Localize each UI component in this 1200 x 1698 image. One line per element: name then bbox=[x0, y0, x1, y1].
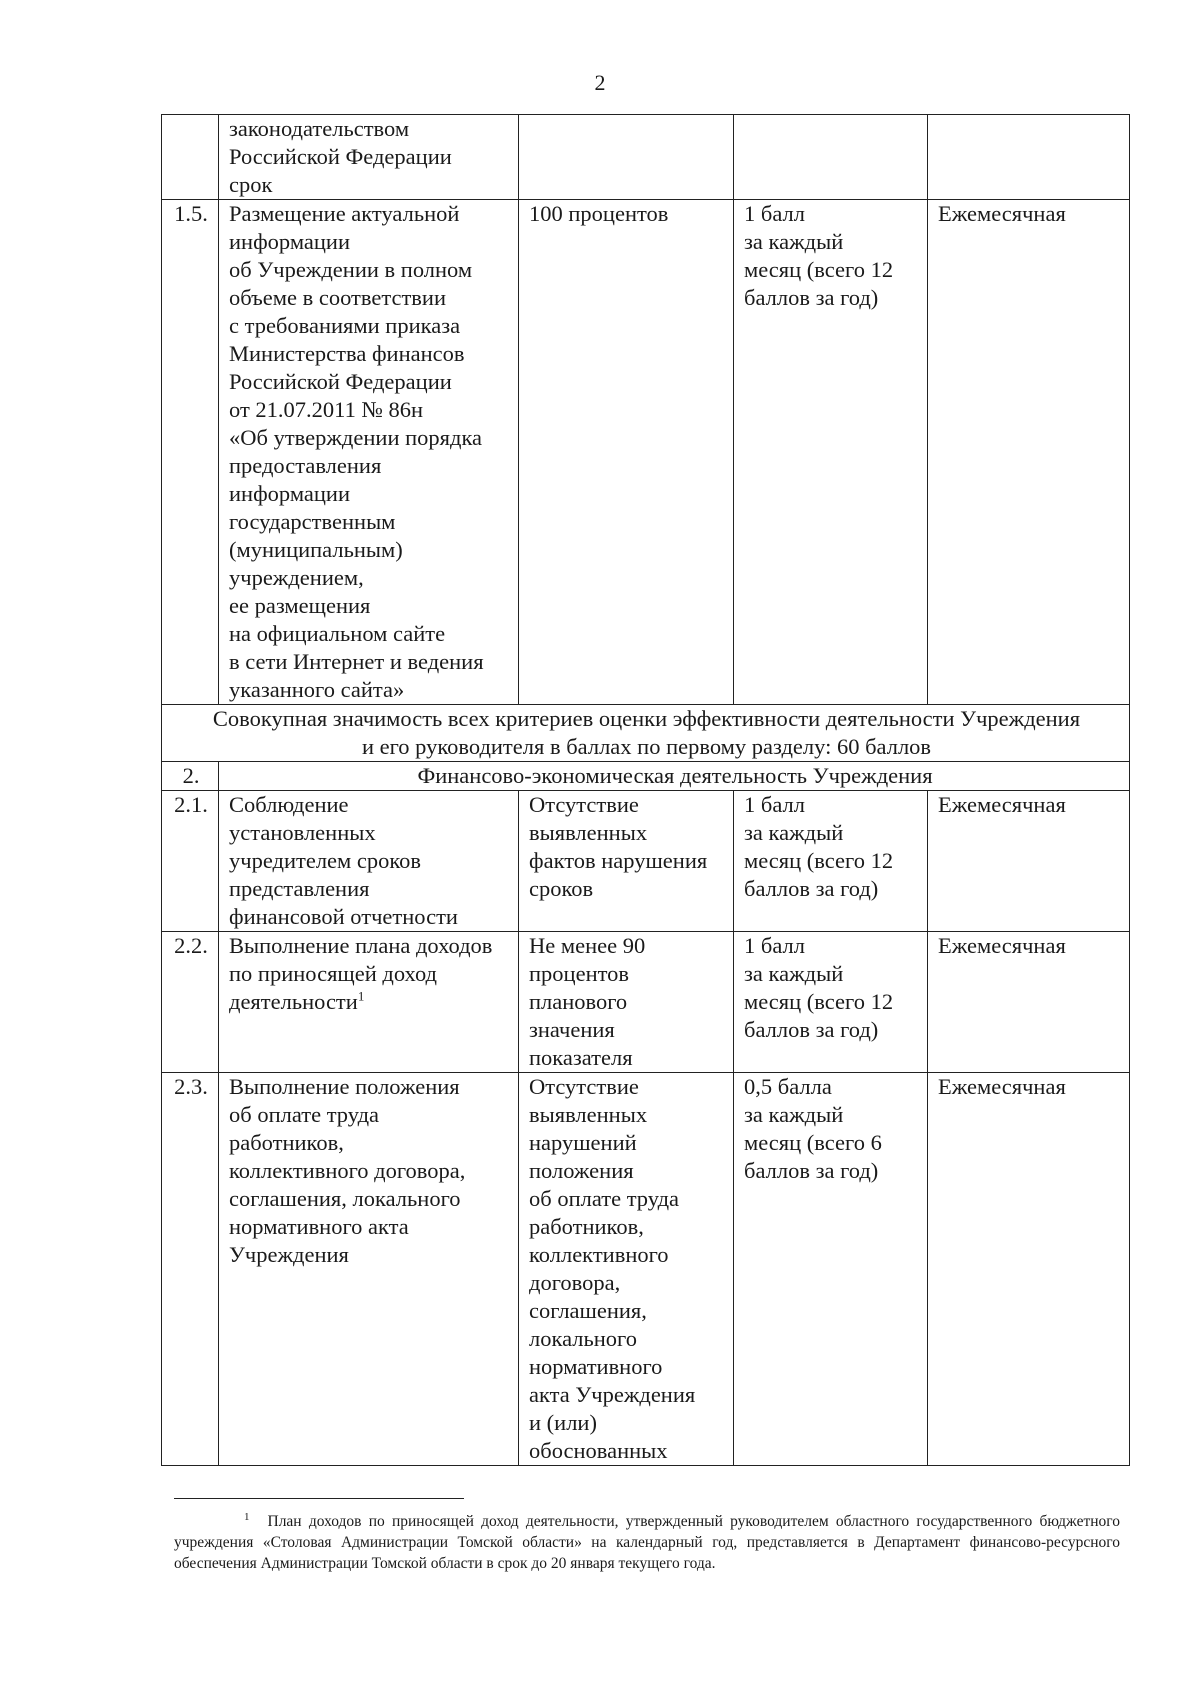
table-row bbox=[162, 200, 1130, 705]
footnote-separator bbox=[174, 1498, 464, 1499]
footnote bbox=[174, 1507, 1120, 1574]
table-row bbox=[162, 1073, 1130, 1466]
section-title: Финансово-экономическая деятельность Учреждения bbox=[219, 762, 1130, 791]
summary-row bbox=[162, 705, 1130, 762]
table-row bbox=[162, 115, 1130, 200]
page-number: 2 bbox=[594, 70, 606, 95]
indicator-cell: Отсутствие выявленных нарушений положения об оплате труда работников, коллективного договора, соглашения, локального нормативного акта Учреждения и (или) обоснованных bbox=[519, 1073, 734, 1466]
criterion-cell: Соблюдение установленных учредителем сроков представления финансовой отчетности bbox=[219, 791, 519, 932]
indicator-cell: Отсутствие выявленных фактов нарушения сроков bbox=[519, 791, 734, 932]
row-number: 2.3. bbox=[162, 1073, 219, 1466]
score-cell: 0,5 балла за каждый месяц (всего 6 баллов за год) bbox=[734, 1073, 928, 1466]
period-cell: Ежемесячная bbox=[928, 200, 1130, 705]
indicator-cell: 100 процентов bbox=[519, 200, 734, 705]
row-number bbox=[162, 115, 219, 200]
row-number: 1.5. bbox=[162, 200, 219, 705]
footnote-text: План доходов по приносящей доход деятельности, утвержденный руководителем областного государственного бюджетного учреждения «Столовая Администрации Томской области» на календарный год, представляется в Департамент финансово-ресурсного обеспечения Администрации Томской области в срок до 20 января текущего года. bbox=[174, 1513, 1120, 1573]
period-cell: Ежемесячная bbox=[928, 1073, 1130, 1466]
indicator-cell bbox=[519, 115, 734, 200]
period-cell: Ежемесячная bbox=[928, 791, 1130, 932]
criterion-cell: законодательством Российской Федерации срок bbox=[219, 115, 519, 200]
section-summary: Совокупная значимость всех критериев оценки эффективности деятельности Учреждения и его руководителя в баллах по первому разделу: 60 баллов bbox=[162, 705, 1130, 762]
criterion-text: Выполнение плана доходов по приносящей доход деятельности bbox=[229, 933, 493, 1014]
table-row bbox=[162, 791, 1130, 932]
score-cell: 1 балл за каждый месяц (всего 12 баллов за год) bbox=[734, 200, 928, 705]
criterion-cell: Размещение актуальной информации об Учреждении в полном объеме в соответствии с требованиями приказа Министерства финансов Российской Федерации от 21.07.2011 № 86н «Об утверждении порядка предоставления информации государственным (муниципальным) учреждением, ее размещения на официальном сайте в сети Интернет и ведения указанного сайта» bbox=[219, 200, 519, 705]
score-cell: 1 балл за каждый месяц (всего 12 баллов за год) bbox=[734, 791, 928, 932]
footnote-mark: 1 bbox=[244, 1511, 250, 1523]
section-number: 2. bbox=[162, 762, 219, 791]
score-cell bbox=[734, 115, 928, 200]
row-number: 2.2. bbox=[162, 932, 219, 1073]
period-cell bbox=[928, 115, 1130, 200]
table-row bbox=[162, 932, 1130, 1073]
criteria-table bbox=[161, 114, 1130, 1466]
indicator-cell: Не менее 90 процентов планового значения показателя bbox=[519, 932, 734, 1073]
criterion-cell bbox=[219, 932, 519, 1073]
footnote-reference: 1 bbox=[357, 988, 365, 1004]
period-cell: Ежемесячная bbox=[928, 932, 1130, 1073]
row-number: 2.1. bbox=[162, 791, 219, 932]
section-header-row bbox=[162, 762, 1130, 791]
score-cell: 1 балл за каждый месяц (всего 12 баллов за год) bbox=[734, 932, 928, 1073]
criterion-cell: Выполнение положения об оплате труда работников, коллективного договора, соглашения, локального нормативного акта Учреждения bbox=[219, 1073, 519, 1466]
